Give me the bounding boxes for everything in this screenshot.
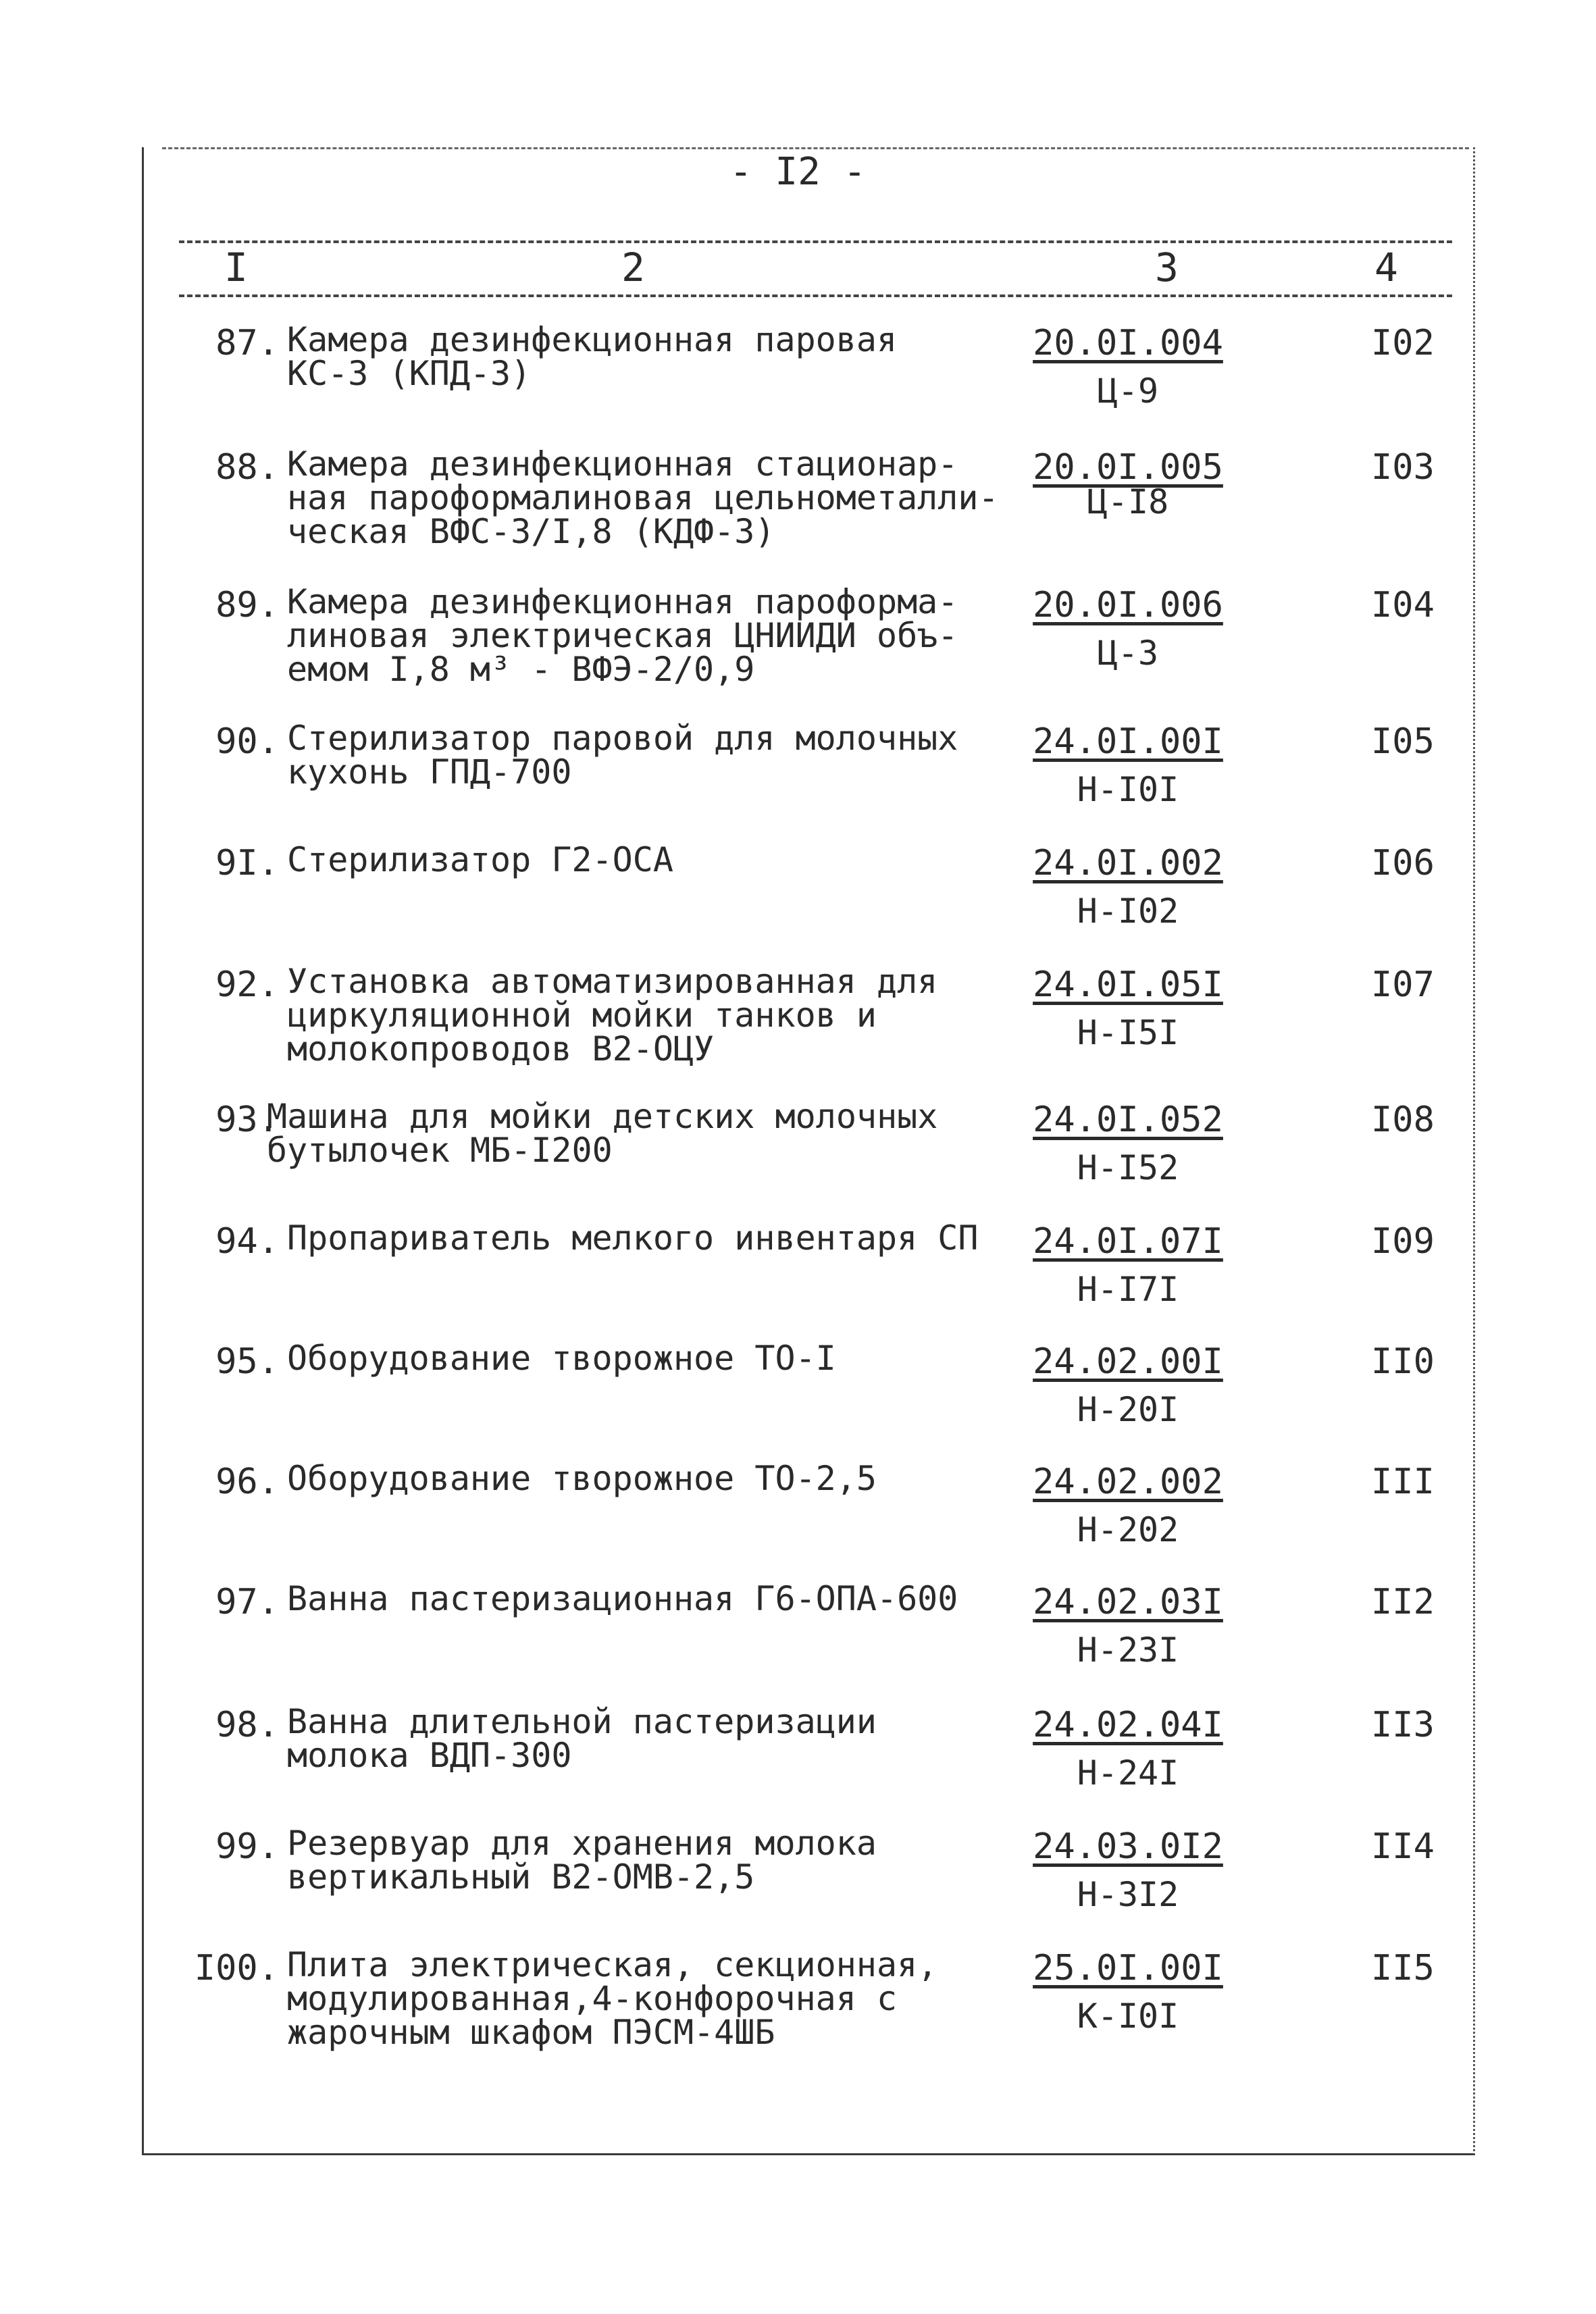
series-code: Ц-3 [1097,634,1159,673]
series-code: Ц-I8 [1087,482,1169,521]
column-header-3: 3 [1155,245,1179,290]
catalog-code: 20.0I.006 [1033,585,1223,625]
row-number: 94. [215,1221,279,1262]
catalog-code: 24.02.002 [1033,1462,1223,1502]
equipment-name: Машина для мойки детских молочных бутылочек МБ-I200 [267,1097,938,1170]
page-ref: II0 [1371,1341,1435,1382]
page-ref: I06 [1371,843,1435,883]
equipment-name: Плита электрическая, секционная, модулированная,4-конфорочная с жарочным шкафом ПЭСМ-4ШБ [287,1945,938,2052]
row-number: I00. [194,1948,279,1988]
catalog-code: 24.02.03I [1033,1582,1223,1622]
header-rule-bottom [179,294,1452,297]
page-ref: II2 [1371,1582,1435,1622]
page-ref: I03 [1371,447,1435,488]
page-ref: I04 [1371,585,1435,625]
equipment-name: Оборудование творожное ТО-I [287,1339,836,1378]
series-code: Н-I0I [1077,770,1179,809]
equipment-name: Камера дезинфекционная пароформа- линовая электрическая ЦНИИДИ объ- емом I,8 м³ - ВФЭ-2/0,9 [287,582,958,689]
row-number: 92. [215,965,279,1005]
series-code: Н-I52 [1077,1148,1179,1187]
series-code: Н-202 [1077,1510,1179,1549]
row-number: 97. [215,1582,279,1622]
catalog-code: 24.02.04I [1033,1705,1223,1745]
page-ref: I07 [1371,965,1435,1005]
equipment-name: Пропариватель мелкого инвентаря СП [287,1218,979,1258]
catalog-code: 24.0I.00I [1033,721,1223,762]
column-header-2: 2 [621,245,645,290]
page-ref: I08 [1371,1100,1435,1140]
catalog-code: 24.0I.002 [1033,843,1223,883]
header-rule-top [179,240,1452,243]
page-ref: I02 [1371,323,1435,363]
row-number: 95. [215,1341,279,1382]
series-code: Н-I02 [1077,892,1179,931]
row-number: 89. [215,585,279,625]
equipment-name: Оборудование творожное ТО-2,5 [287,1459,877,1498]
catalog-code: 20.0I.004 [1033,323,1223,363]
row-number: 9I. [215,843,279,883]
catalog-code: 24.0I.052 [1033,1100,1223,1140]
column-header-4: 4 [1374,245,1398,290]
column-header-1: I [224,245,248,290]
page-number: - I2 - [729,150,867,194]
row-number: 87. [215,323,279,363]
series-code: Н-20I [1077,1390,1179,1429]
row-number: 90. [215,721,279,762]
series-code: Н-I5I [1077,1013,1179,1052]
equipment-name: Ванна пастеризационная Г6-ОПА-600 [287,1579,958,1618]
equipment-name: Камера дезинфекционная паровая КС-3 (КПД-3) [287,320,898,393]
equipment-name: Стерилизатор Г2-ОСА [287,840,673,879]
page-ref: I05 [1371,721,1435,762]
equipment-name: Установка автоматизированная для циркуляционной мойки танков и молокопроводов В2-ОЦУ [287,962,938,1069]
series-code: Н-I7I [1077,1270,1179,1309]
row-number: 96. [215,1462,279,1502]
page-ref: III [1371,1462,1435,1502]
series-code: К-I0I [1077,1997,1179,2036]
row-number: 93. [215,1100,279,1140]
catalog-code: 25.0I.00I [1033,1948,1223,1988]
page-ref: II3 [1371,1705,1435,1745]
page-ref: II4 [1371,1826,1435,1867]
catalog-code: 24.02.00I [1033,1341,1223,1382]
equipment-name: Камера дезинфекционная стационар- ная пароформалиновая цельнометалли- ческая ВФС-3/I,8 (КДФ-3) [287,444,999,551]
frame-top-border [162,147,1469,149]
row-number: 88. [215,447,279,488]
series-code: Н-3I2 [1077,1875,1179,1914]
row-number: 98. [215,1705,279,1745]
series-code: Н-24I [1077,1753,1179,1793]
equipment-name: Стерилизатор паровой для молочных кухонь ГПД-700 [287,719,958,792]
series-code: Ц-9 [1097,371,1159,411]
catalog-code: 24.03.0I2 [1033,1826,1223,1867]
equipment-name: Резервуар для хранения молока вертикальный В2-ОМВ-2,5 [287,1824,877,1897]
row-number: 99. [215,1826,279,1867]
series-code: Н-23I [1077,1630,1179,1670]
page-ref: I09 [1371,1221,1435,1262]
catalog-code: 24.0I.07I [1033,1221,1223,1262]
page-ref: II5 [1371,1948,1435,1988]
catalog-code: 24.0I.05I [1033,965,1223,1005]
catalog-code: 20.0I.005 [1033,447,1223,488]
equipment-name: Ванна длительной пастеризации молока ВДП-300 [287,1702,877,1775]
